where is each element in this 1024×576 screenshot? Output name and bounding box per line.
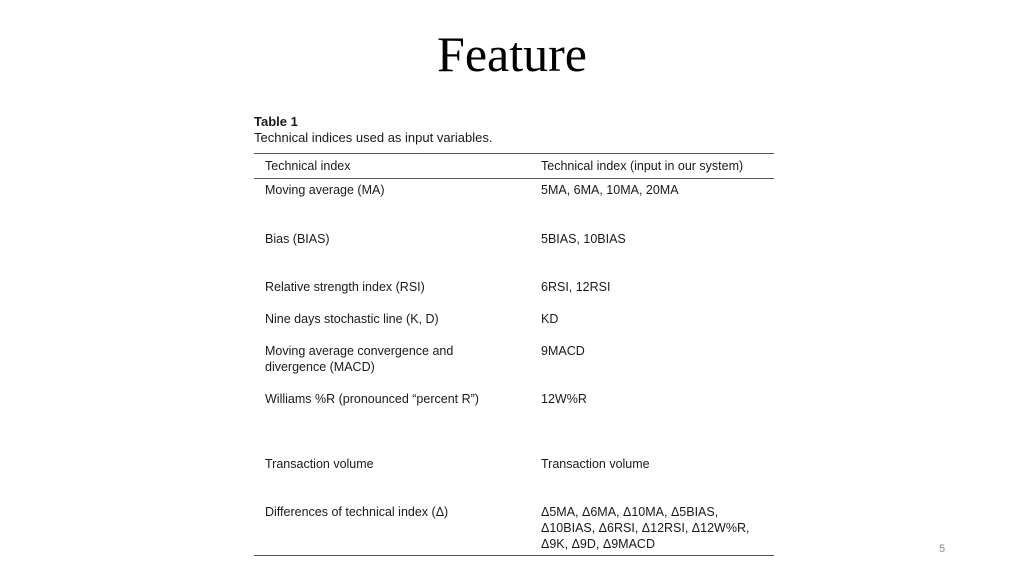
column-header-input-index: Technical index (input in our system) bbox=[541, 159, 744, 173]
table-row-6-input: Transaction volume bbox=[541, 457, 650, 471]
page-number: 5 bbox=[938, 543, 946, 555]
table-caption-text: Technical indices used as input variables. bbox=[254, 130, 493, 145]
table-row-1-input: 5BIAS, 10BIAS bbox=[541, 232, 626, 246]
table-row-3-index: Nine days stochastic line (K, D) bbox=[265, 312, 439, 326]
table-row-7-index: Differences of technical index (Δ) bbox=[265, 505, 449, 519]
table-caption bbox=[254, 114, 492, 146]
slide-title: Feature bbox=[437, 26, 587, 82]
table-row-4-input: 9MACD bbox=[541, 344, 585, 358]
table-row-3-input: KD bbox=[541, 312, 559, 326]
table-bottom-rule bbox=[254, 555, 774, 556]
table-row-5-input: 12W%R bbox=[541, 392, 587, 406]
table-header-rule bbox=[254, 178, 774, 179]
table-row-1-index: Bias (BIAS) bbox=[265, 232, 330, 246]
table-row-6-index: Transaction volume bbox=[265, 457, 374, 471]
table-row-0-input: 5MA, 6MA, 10MA, 20MA bbox=[541, 183, 679, 197]
table-row-5-index: Williams %R (pronounced “percent R”) bbox=[265, 392, 479, 406]
column-header-technical-index: Technical index bbox=[265, 159, 351, 173]
table-row-4-index: Moving average convergence and divergence (MACD) bbox=[265, 344, 454, 374]
table-label: Table 1 bbox=[254, 114, 298, 129]
table-top-rule bbox=[254, 153, 774, 154]
table-row-7-input: Δ5MA, Δ6MA, Δ10MA, Δ5BIAS, Δ10BIAS, Δ6RSI, Δ12RSI, Δ12W%R, Δ9K, Δ9D, Δ9MACD bbox=[541, 505, 750, 551]
table-row-0-index: Moving average (MA) bbox=[265, 183, 385, 197]
table-row-2-input: 6RSI, 12RSI bbox=[541, 280, 611, 294]
table-row-2-index: Relative strength index (RSI) bbox=[265, 280, 425, 294]
